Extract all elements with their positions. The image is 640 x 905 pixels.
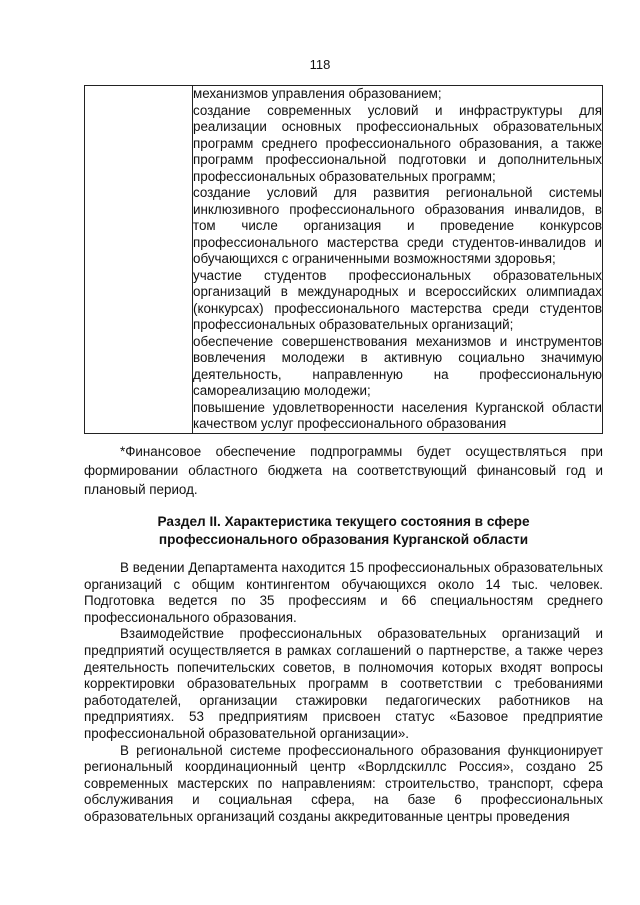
goal-item: повышение удовлетворенности населения Курганской области качеством услуг профессионального образования [193, 399, 602, 431]
table-row [85, 86, 603, 434]
page-number: 118 [309, 57, 331, 72]
section-title-line1: Раздел II. Характеристика текущего состояния в сфере [157, 514, 530, 529]
goal-item: механизмов управления образованием; [193, 86, 442, 101]
goal-item: участие студентов профессиональных образовательных организаций в международных и всероссийских олимпиадах (конкурсах) профессионального мастерства среди студентов профессиональных образовательных организаций; [193, 267, 602, 332]
footnote: *Финансовое обеспечение подпрограммы будет осуществляться при формировании областного бюджета на соответствующий финансовый год и плановый период. [84, 444, 603, 497]
goals-table [84, 85, 603, 434]
section-title-line2: профессионального образования Курганской области [158, 531, 529, 547]
body-text [84, 560, 603, 826]
paragraph: Взаимодействие профессиональных образовательных организаций и предприятий осуществляется в рамках соглашений о партнерстве, а также через деятельность попечительских советов, в полномочия которых входят вопросы корректировки образовательных программ в соответствии с требованиями работодателей, организации стажировки педагогических работников на предприятиях. 53 предприятиям присвоен статус «Базовое предприятие профессиональной образовательной организации». [84, 626, 603, 741]
paragraph: В ведении Департамента находится 15 профессиональных образовательных организаций с общим контингентом обучающихся около 14 тыс. человек. Подготовка ведется по 35 профессиям и 66 специальностям среднего профессионального образования. [84, 560, 603, 625]
goal-item: создание современных условий и инфраструктуры для реализации основных профессиональных образовательных программ среднего профессионального образования, а также программ профессиональной подготовки и дополнительных профессиональных образовательных программ; [193, 102, 602, 184]
table-empty-cell [85, 86, 193, 434]
table-goals-cell [193, 86, 603, 434]
section-title [84, 513, 603, 548]
goal-item: создание условий для развития региональной системы инклюзивного профессионального образования инвалидов, в том числе организация и проведение конкурсов профессионального мастерства среди студентов-инвалидов и обучающихся с ограниченными возможностями здоровья; [193, 185, 602, 266]
paragraph: В региональной системе профессионального образования функционирует региональный координационный центр «Ворлдскиллс Россия», создано 25 современных мастерских по направлениям: строительство, транспорт, сфера обслуживания и социальная сфера, на базе 6 профессиональных образовательных организаций созданы аккредитованные центры проведения [84, 742, 603, 824]
goal-item: обеспечение совершенствования механизмов и инструментов вовлечения молодежи в активную социально значимую деятельность, направленную на профессиональную самореализацию молодежи; [193, 333, 602, 398]
